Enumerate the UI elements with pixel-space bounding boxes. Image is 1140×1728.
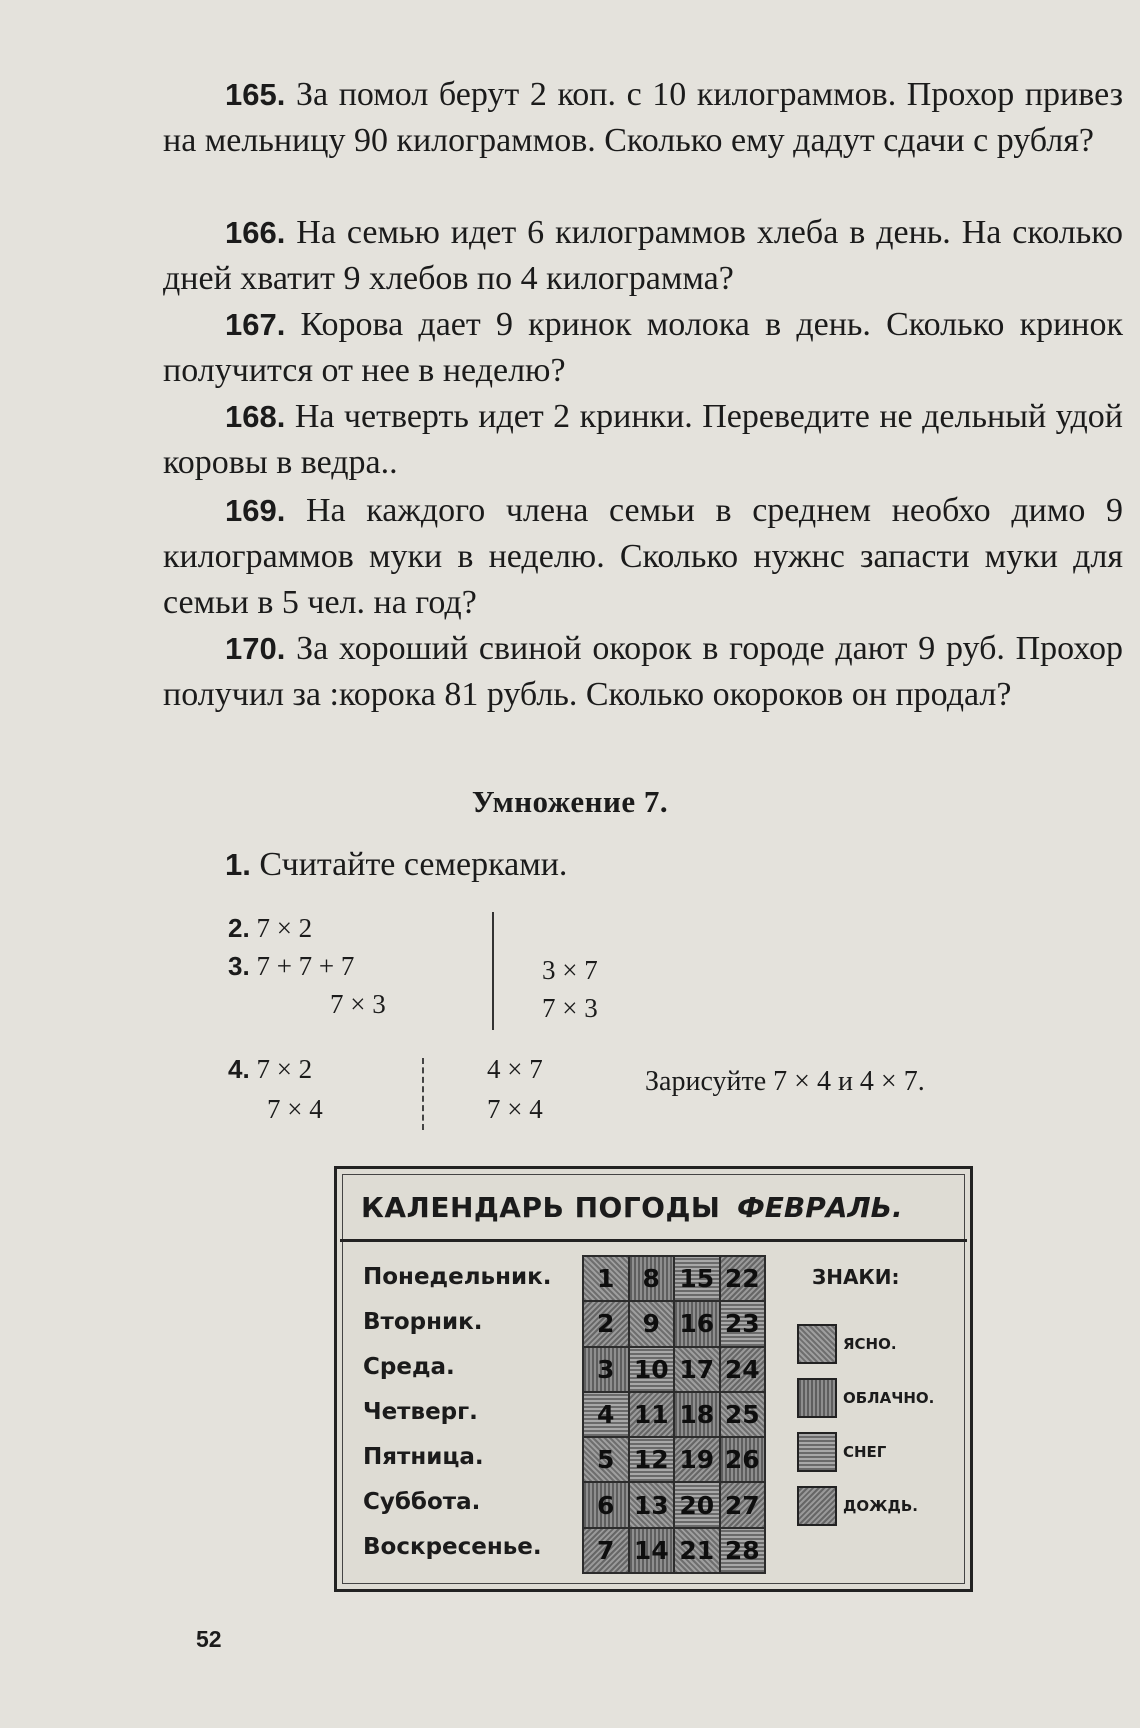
date-cell: 10 <box>630 1348 674 1391</box>
weekday-label: Вторник. <box>363 1309 483 1335</box>
legend-label: ДОЖДЬ. <box>843 1497 918 1515</box>
problem-167 <box>163 302 1123 394</box>
calendar-divider <box>340 1239 967 1242</box>
task-4-col1-b: 7 × 4 <box>267 1094 323 1124</box>
task-3 <box>228 947 354 985</box>
calendar-title: КАЛЕНДАРЬ ПОГОДЫ <box>361 1191 721 1224</box>
task-2 <box>228 909 312 947</box>
section-title: Умножение 7. <box>471 784 669 819</box>
problem-number: 167. <box>225 307 286 342</box>
task-number: 2. <box>228 913 250 943</box>
date-cell: 21 <box>675 1529 719 1572</box>
date-cell: 24 <box>721 1348 765 1391</box>
task-number: 3. <box>228 951 250 981</box>
problem-text: За хороший свиной окорок в городе дают 9 руб. Прохор получил за :корока 81 рубль. Сколько окороков он продал? <box>163 630 1123 713</box>
weather-legend <box>797 1317 934 1533</box>
legend-label: ОБЛАЧНО. <box>843 1389 935 1407</box>
problem-165 <box>163 72 1123 164</box>
divider-dashed-line <box>422 1058 424 1130</box>
problem-text: На каждого члена семьи в среднем необхо димо 9 килограммов муки в неделю. Сколько нужнс запасти муки для семьи в 5 чел. на год? <box>163 492 1123 621</box>
date-cell: 19 <box>675 1438 719 1481</box>
date-cell: 15 <box>675 1257 719 1300</box>
task-expression: 7 + 7 + 7 <box>256 951 355 981</box>
task-3-product: 7 × 3 <box>330 989 386 1019</box>
legend-label: СНЕГ <box>843 1443 887 1461</box>
problem-text: На семью идет 6 килограммов хлеба в день. На сколько дней хватит 9 хлебов по 4 килограмма? <box>163 214 1124 297</box>
weather-calendar <box>334 1166 973 1592</box>
date-cell: 17 <box>675 1348 719 1391</box>
clear-weather-icon <box>797 1324 837 1364</box>
date-cell: 26 <box>721 1438 765 1481</box>
date-cell: 12 <box>630 1438 674 1481</box>
cloudy-weather-icon <box>797 1378 837 1418</box>
task-expression: 7 × 2 <box>256 913 313 943</box>
problem-number: 170. <box>225 631 286 666</box>
page-number: 52 <box>196 1626 222 1652</box>
draw-instruction: Зарисуйте 7 × 4 и 4 × 7. <box>645 1066 925 1097</box>
date-cell: 9 <box>630 1302 674 1345</box>
divider-line <box>492 912 494 1030</box>
task-4-col2-b: 7 × 4 <box>487 1094 543 1124</box>
problem-number: 168. <box>225 399 286 434</box>
weekday-label: Понедельник. <box>363 1264 552 1290</box>
problem-166 <box>163 210 1123 302</box>
legend-item-snow <box>797 1425 934 1479</box>
problem-text: На четверть идет 2 кринки. Переведите не дельный удой коровы в ведра.. <box>163 398 1123 481</box>
legend-item-clear <box>797 1317 934 1371</box>
weekday-label: Суббота. <box>363 1489 481 1515</box>
weekday-label: Пятница. <box>363 1444 484 1470</box>
date-cell: 6 <box>584 1483 628 1526</box>
date-cell: 3 <box>584 1348 628 1391</box>
weekday-list <box>363 1255 551 1570</box>
date-cell: 8 <box>630 1257 674 1300</box>
task-4-col2-a: 4 × 7 <box>487 1054 543 1084</box>
task-4 <box>228 1050 312 1088</box>
legend-item-cloudy <box>797 1371 934 1425</box>
date-cell: 27 <box>721 1483 765 1526</box>
problem-170 <box>163 626 1123 718</box>
legend-item-rain <box>797 1479 934 1533</box>
date-cell: 7 <box>584 1529 628 1572</box>
problem-169 <box>163 488 1123 626</box>
snow-weather-icon <box>797 1432 837 1472</box>
date-cell: 11 <box>630 1393 674 1436</box>
problem-number: 169. <box>225 493 286 528</box>
task-3-right-b: 7 × 3 <box>542 993 598 1023</box>
date-cell: 22 <box>721 1257 765 1300</box>
calendar-month: ФЕВРАЛЬ. <box>737 1191 903 1224</box>
problem-text: Корова дает 9 кринок молока в день. Сколько кринок получится от нее в неделю? <box>163 306 1124 389</box>
task-expression: 7 × 2 <box>256 1054 313 1084</box>
problem-168 <box>163 394 1123 486</box>
date-cell: 18 <box>675 1393 719 1436</box>
weekday-label: Четверг. <box>363 1399 478 1425</box>
date-cell: 5 <box>584 1438 628 1481</box>
date-cell: 16 <box>675 1302 719 1345</box>
date-grid <box>582 1255 766 1574</box>
date-cell: 25 <box>721 1393 765 1436</box>
problem-number: 165. <box>225 77 286 112</box>
date-cell: 2 <box>584 1302 628 1345</box>
date-cell: 28 <box>721 1529 765 1572</box>
task-1 <box>225 846 567 884</box>
problem-text: За помол берут 2 коп. с 10 килограммов. Прохор привез на мельницу 90 килограммов. Сколько ему дадут сдачи с рубля? <box>163 76 1124 159</box>
task-number: 4. <box>228 1054 250 1084</box>
date-cell: 1 <box>584 1257 628 1300</box>
date-cell: 23 <box>721 1302 765 1345</box>
task-text: Считайте семерками. <box>259 846 568 883</box>
legend-label: ЯСНО. <box>843 1335 897 1353</box>
legend-title: ЗНАКИ: <box>812 1265 900 1289</box>
date-cell: 4 <box>584 1393 628 1436</box>
date-cell: 20 <box>675 1483 719 1526</box>
date-cell: 14 <box>630 1529 674 1572</box>
date-cell: 13 <box>630 1483 674 1526</box>
problem-number: 166. <box>225 215 286 250</box>
task-number: 1. <box>225 847 251 882</box>
task-3-right-a: 3 × 7 <box>542 955 598 985</box>
rain-weather-icon <box>797 1486 837 1526</box>
weekday-label: Воскресенье. <box>363 1534 542 1560</box>
weekday-label: Среда. <box>363 1354 455 1380</box>
